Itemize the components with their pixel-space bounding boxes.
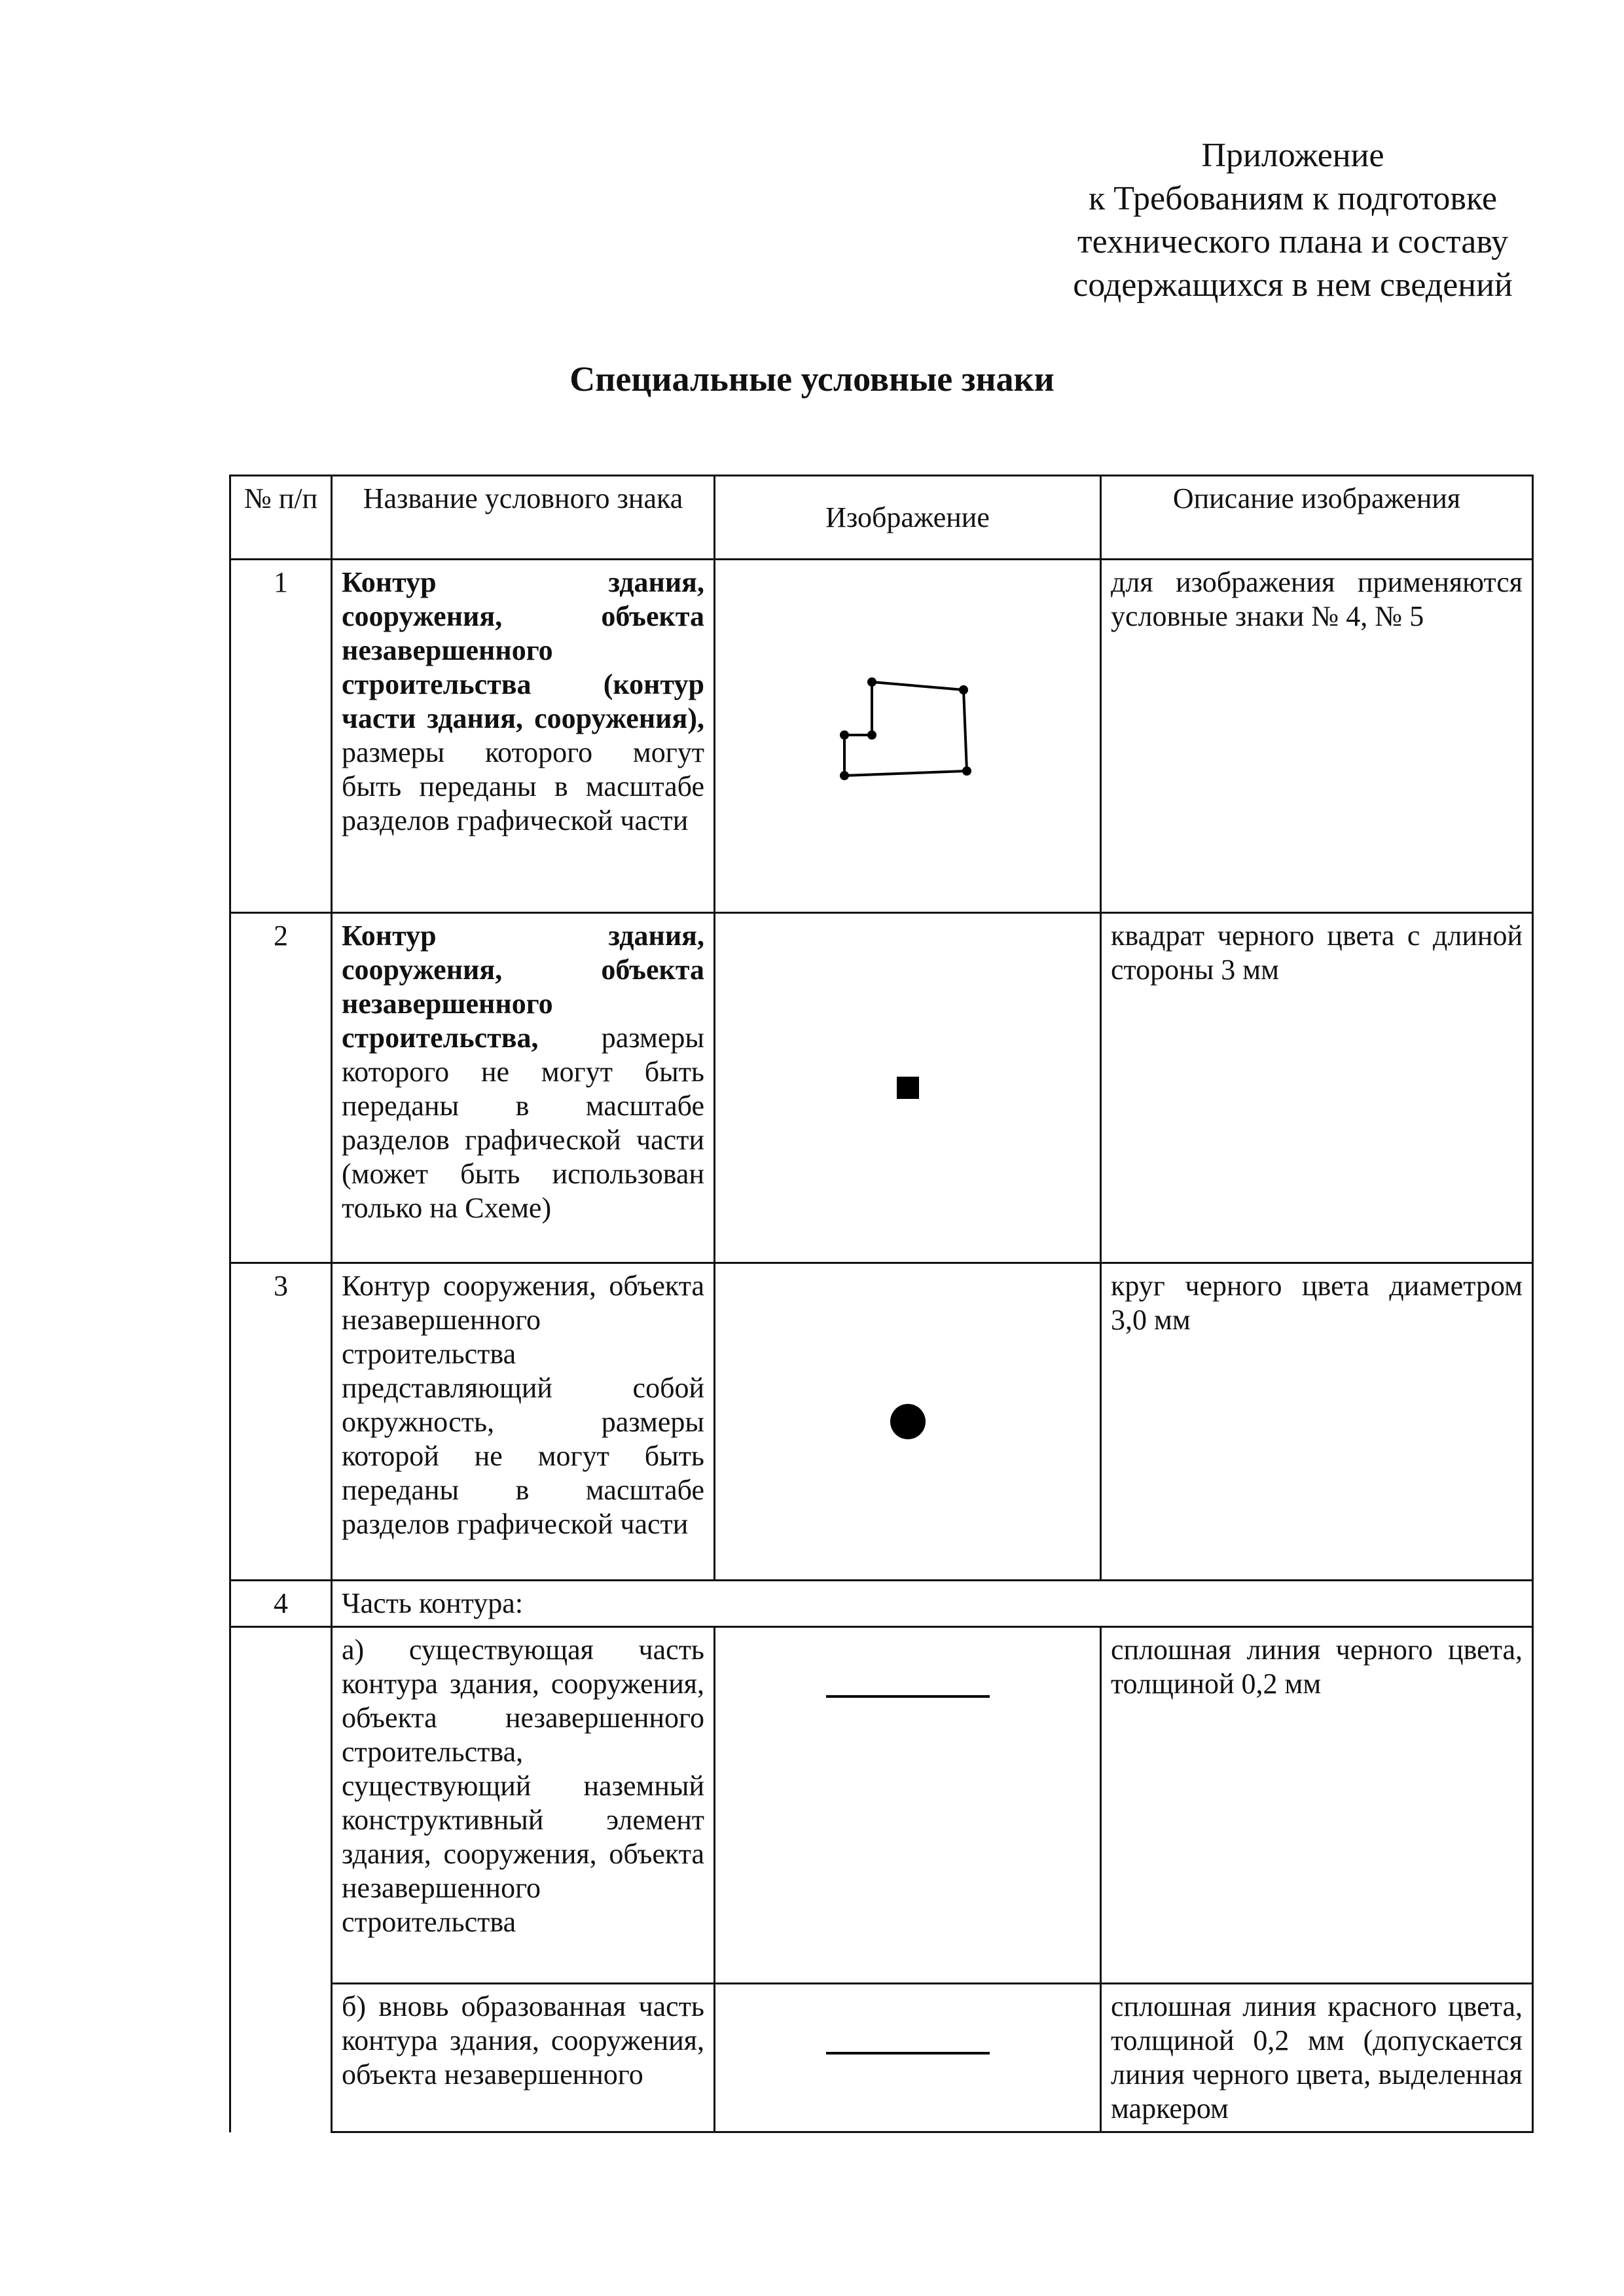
appendix-header bbox=[982, 134, 1604, 307]
solid-line-icon bbox=[826, 2052, 990, 2054]
header-description: Описание изображения bbox=[1101, 476, 1533, 560]
row-image bbox=[715, 1984, 1101, 2132]
table-header-row bbox=[230, 476, 1533, 560]
table-row bbox=[230, 1263, 1533, 1581]
header-image: Изображение bbox=[715, 476, 1101, 560]
row-image bbox=[715, 913, 1101, 1263]
row-num: 2 bbox=[230, 913, 332, 1263]
appendix-line: Приложение bbox=[1201, 137, 1384, 174]
black-square-icon bbox=[897, 1077, 919, 1099]
header-num: № п/п bbox=[230, 476, 332, 560]
row-image bbox=[715, 1627, 1101, 1984]
row-name-bold: Контур здания, сооружения, объекта незавершенного строительства, bbox=[342, 920, 704, 1054]
table-row bbox=[230, 913, 1533, 1263]
row-name-bold: Контур здания, сооружения, объекта незавершенного строительства (контур части здания, сооружения), bbox=[342, 566, 704, 734]
row-num: 1 bbox=[230, 560, 332, 913]
row-num: 4 bbox=[230, 1581, 332, 1627]
table-section-row bbox=[230, 1581, 1533, 1627]
row-description: круг черного цвета диаметром 3,0 мм bbox=[1101, 1263, 1533, 1581]
symbols-table bbox=[229, 475, 1534, 2133]
row-description: квадрат черного цвета с длиной стороны 3 мм bbox=[1101, 913, 1533, 1263]
row-description: сплошная линия черного цвета, толщиной 0,2 мм bbox=[1101, 1627, 1533, 1984]
row-name bbox=[332, 560, 715, 913]
table-row bbox=[230, 560, 1533, 913]
row-name-normal: размеры которого не могут быть переданы в масштабе разделов графической части (может быть использован только на Схеме) bbox=[342, 1022, 704, 1224]
row-image bbox=[715, 1263, 1101, 1581]
row-num-empty bbox=[230, 1627, 332, 2132]
header-name: Название условного знака bbox=[332, 476, 715, 560]
row-description: для изображения применяются условные знаки № 4, № 5 bbox=[1101, 560, 1533, 913]
row-num: 3 bbox=[230, 1263, 332, 1581]
row-description: сплошная линия красного цвета, толщиной 0,2 мм (допускается линия черного цвета, выделенная маркером bbox=[1101, 1984, 1533, 2132]
row-name: а) существующая часть контура здания, сооружения, объекта незавершенного строительства, существующий наземный конструктивный элемент здания, сооружения, объекта незавершенного строительства bbox=[332, 1627, 715, 1984]
document-title: Специальные условные знаки bbox=[569, 359, 1055, 399]
row-name bbox=[332, 913, 715, 1263]
appendix-line: технического плана и составу bbox=[1077, 223, 1509, 260]
appendix-line: к Требованиям к подготовке bbox=[1088, 180, 1498, 217]
row-name: б) вновь образованная часть контура здания, сооружения, объекта незавершенного bbox=[332, 1984, 715, 2132]
black-circle-icon bbox=[890, 1404, 926, 1439]
appendix-line: содержащихся в нем сведений bbox=[1073, 266, 1513, 304]
section-title: Часть контура: bbox=[332, 1581, 1533, 1627]
row-image bbox=[715, 560, 1101, 913]
polygon-contour-icon bbox=[836, 674, 980, 798]
row-name-normal: размеры которого могут быть переданы в масштабе разделов графической части bbox=[342, 736, 704, 836]
table-row bbox=[230, 1627, 1533, 1984]
table-row bbox=[230, 1984, 1533, 2132]
solid-line-icon bbox=[826, 1695, 990, 1698]
row-name: Контур сооружения, объекта незавершенного строительства представляющий собой окружность, размеры которой не могут быть переданы в масштабе разделов графической части bbox=[332, 1263, 715, 1581]
